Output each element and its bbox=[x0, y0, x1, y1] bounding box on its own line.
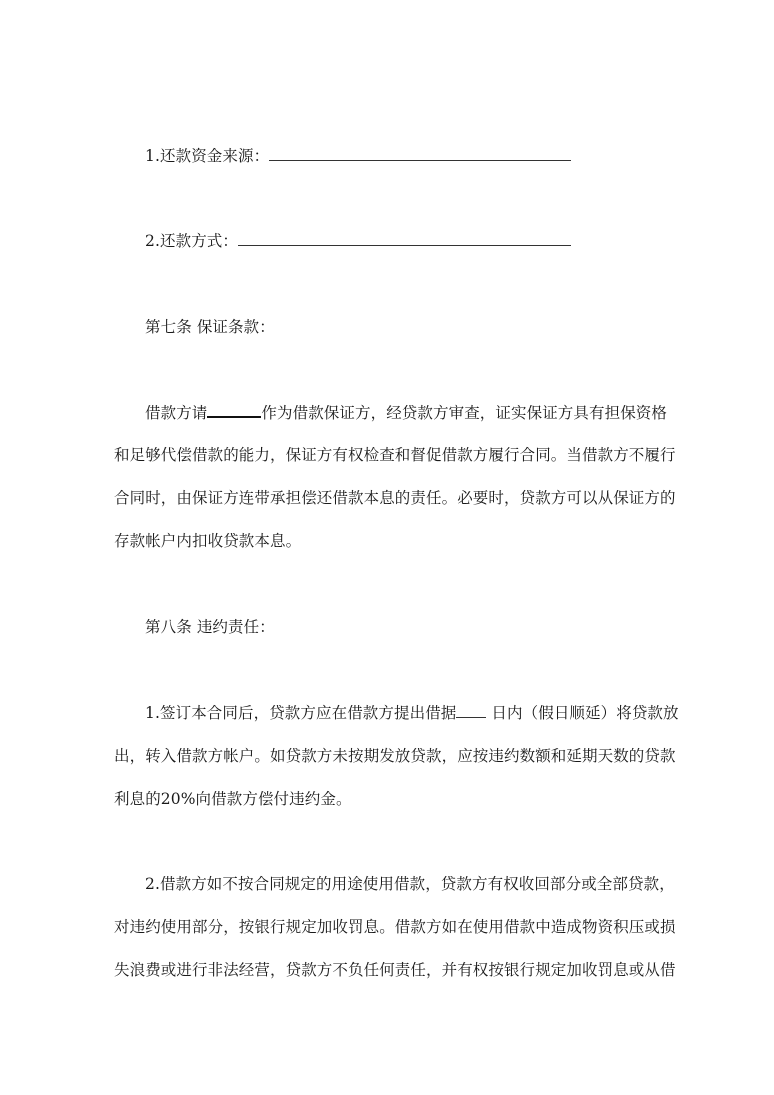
article7-paragraph-line: 存款帐户内扣收贷款本息。 bbox=[114, 532, 302, 550]
article7-text-b: 作为借款保证方，经贷款方审查，证实保证方具有担保资格 bbox=[261, 404, 668, 422]
repayment-source-blank bbox=[269, 146, 571, 161]
article7-heading: 第七条 保证条款： bbox=[145, 318, 275, 336]
repayment-source-line bbox=[145, 146, 571, 166]
article8-clause2-line: 2.借款方如不按合同规定的用途使用借款，贷款方有权收回部分或全部贷款， bbox=[145, 875, 675, 893]
article8-clause1-line: 利息的20%向借款方偿付违约金。 bbox=[114, 790, 352, 808]
article8-clause1-line bbox=[145, 703, 679, 723]
repayment-source-label: 1.还款资金来源： bbox=[145, 147, 270, 165]
repayment-method-label: 2.还款方式： bbox=[145, 232, 238, 250]
clause1-text-b: 日内（假日顺延）将贷款放 bbox=[486, 704, 679, 722]
article8-clause2-line: 对违约使用部分，按银行规定加收罚息。借款方如在使用借款中造成物资积压或损 bbox=[114, 918, 676, 936]
article8-clause2-line: 失浪费或进行非法经营，贷款方不负任何责任，并有权按银行规定加收罚息或从借 bbox=[114, 961, 676, 979]
repayment-method-blank bbox=[238, 231, 571, 246]
article8-heading: 第八条 违约责任： bbox=[145, 618, 275, 636]
article7-text-a: 借款方请 bbox=[145, 404, 208, 422]
article7-paragraph-line: 和足够代偿借款的能力，保证方有权检查和督促借款方履行合同。当借款方不履行 bbox=[114, 446, 676, 464]
guarantor-blank bbox=[207, 402, 261, 418]
repayment-method-line bbox=[145, 231, 571, 251]
days-blank bbox=[456, 703, 486, 718]
article7-paragraph-line: 合同时，由保证方连带承担偿还借款本息的责任。必要时，贷款方可以从保证方的 bbox=[114, 489, 676, 507]
clause1-text-a: 1.签订本合同后，贷款方应在借款方提出借据 bbox=[145, 704, 457, 722]
article8-clause1-line: 出，转入借款方帐户。如贷款方未按期发放贷款，应按违约数额和延期天数的贷款 bbox=[114, 747, 676, 765]
article7-paragraph-line bbox=[145, 402, 667, 423]
